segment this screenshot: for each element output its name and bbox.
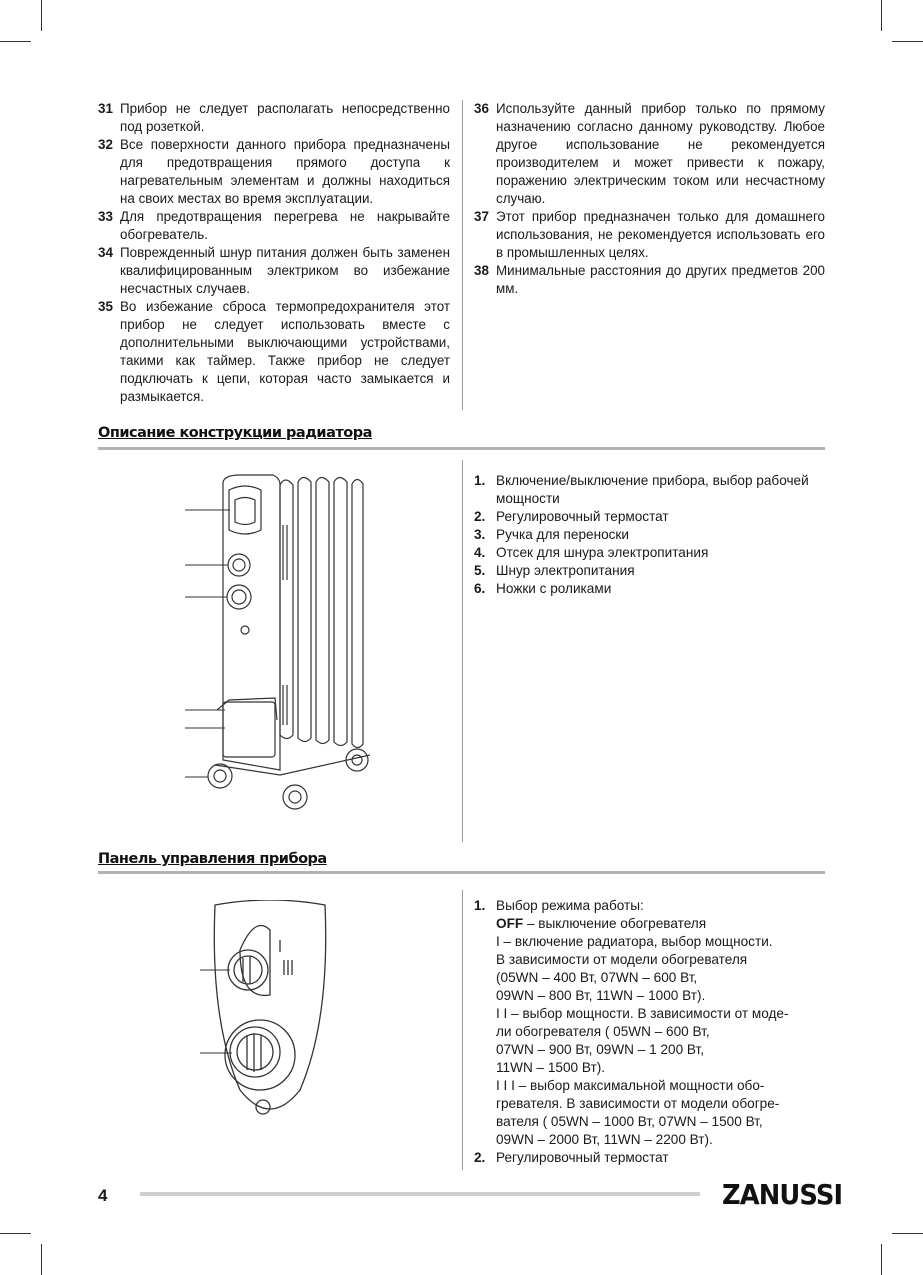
item-text: Включение/выключение прибора, выбор рабочей мощности — [496, 473, 809, 506]
item-number: 6. — [474, 581, 486, 596]
mode-line: ли обогревателя ( 05WN – 600 Вт, — [496, 1024, 710, 1039]
section-title-control-panel: Панель управления прибора — [98, 851, 327, 867]
safety-item — [474, 262, 825, 298]
safety-column-left — [98, 100, 450, 406]
column-divider — [462, 890, 463, 1170]
brand-logo: ZANUSSI — [722, 1178, 843, 1211]
item-text: Этот прибор предназначен только для домашнего использования, не рекомендуется использовать его в промышленных целях. — [496, 209, 825, 260]
section-title-radiator: Описание конструкции радиатора — [98, 425, 372, 441]
item-text: Отсек для шнура электропитания — [496, 545, 709, 560]
item-text: Минимальные расстояния до других предметов 200 мм. — [496, 263, 825, 296]
safety-item — [98, 208, 450, 244]
mode-line: (05WN – 400 Вт, 07WN – 600 Вт, — [496, 970, 698, 985]
item-number: 2. — [474, 1150, 486, 1165]
safety-item — [98, 298, 450, 406]
radiator-illustration — [185, 470, 385, 815]
safety-item — [98, 244, 450, 298]
control-panel-list — [474, 897, 826, 1167]
mode-line: 09WN – 800 Вт, 11WN – 1000 Вт). — [496, 988, 706, 1003]
list-item — [474, 562, 814, 580]
list-item — [474, 897, 826, 1149]
item-text: Во избежание сброса термопредохранителя этот прибор не следует использовать вместе с дополнительными выключающими устройствами, такими как таймер. Также прибор не следует подключать к цепи, которая часто замыкается и размыкается. — [120, 299, 450, 404]
mode-line: I I I – выбор максимальной мощности обо- — [496, 1078, 765, 1093]
crop-mark — [881, 1244, 882, 1275]
item-number: 1. — [474, 473, 486, 488]
safety-item — [98, 100, 450, 136]
safety-item — [474, 208, 825, 262]
list-item — [474, 544, 814, 562]
item-text: Ножки с роликами — [496, 581, 612, 596]
item-number: 32 — [98, 137, 113, 152]
mode-title: Выбор режима работы: — [496, 898, 644, 913]
column-divider — [462, 460, 463, 842]
item-number: 37 — [474, 209, 489, 224]
item-number: 31 — [98, 101, 113, 116]
item-number: 33 — [98, 209, 113, 224]
crop-mark — [881, 0, 882, 31]
mode-line: I – включение радиатора, выбор мощности. — [496, 934, 773, 949]
safety-item — [98, 136, 450, 208]
off-line — [496, 915, 788, 933]
item-text: Поврежденный шнур питания должен быть заменен квалифицированным электриком во избежание несчастных случаев. — [120, 245, 450, 296]
off-label: OFF — [496, 916, 524, 931]
crop-mark — [892, 41, 923, 42]
mode-line: гревателя. В зависимости от модели обогре- — [496, 1096, 780, 1111]
page-number: 4 — [98, 1186, 108, 1205]
item-text: Все поверхности данного прибора предназначены для предотвращения прямого доступа к нагревательным элементам и должны находиться на своих местах во время эксплуатации. — [120, 137, 450, 206]
crop-mark — [41, 1244, 42, 1275]
mode-line: вателя ( 05WN – 1000 Вт, 07WN – 1500 Вт, — [496, 1114, 763, 1129]
item-number: 35 — [98, 299, 113, 314]
crop-mark — [892, 1233, 923, 1234]
crop-mark — [0, 1233, 31, 1234]
crop-mark — [0, 41, 31, 42]
item-number: 5. — [474, 563, 486, 578]
item-text: Для предотвращения перегрева не накрывайте обогреватель. — [120, 209, 450, 242]
list-item — [474, 508, 814, 526]
item-number: 4. — [474, 545, 486, 560]
item-number: 2. — [474, 509, 486, 524]
item-number: 36 — [474, 101, 489, 116]
item-text: Ручка для переноски — [496, 527, 629, 542]
item-number: 34 — [98, 245, 113, 260]
list-item — [474, 1149, 826, 1167]
item-number: 3. — [474, 527, 486, 542]
mode-line: I I – выбор мощности. В зависимости от моде- — [496, 1006, 789, 1021]
mode-line: 07WN – 900 Вт, 09WN – 1 200 Вт, — [496, 1042, 705, 1057]
item-text: Шнур электропитания — [496, 563, 635, 578]
list-item — [474, 526, 814, 544]
safety-item — [474, 100, 825, 208]
item-number: 38 — [474, 263, 489, 278]
section-rule — [98, 447, 825, 450]
mode-line: В зависимости от модели обогревателя — [496, 952, 748, 967]
item-text — [496, 897, 788, 1149]
radiator-parts-list — [474, 472, 814, 598]
item-text: Используйте данный прибор только по прямому назначению согласно данному руководству. Любое другое использование не рекомендуется производителем и может привести к пожару, поражению электрическим током или несчастному случаю. — [496, 101, 825, 206]
item-number: 1. — [474, 898, 486, 913]
section-rule — [98, 871, 825, 874]
item-text: Регулировочный термостат — [496, 509, 669, 524]
safety-column-right — [474, 100, 825, 298]
mode-line: 11WN – 1500 Вт). — [496, 1060, 606, 1075]
item-text: Прибор не следует располагать непосредственно под розеткой. — [120, 101, 450, 134]
mode-line: 09WN – 2000 Вт, 11WN – 2200 Вт). — [496, 1132, 713, 1147]
list-item — [474, 472, 814, 508]
crop-mark — [41, 0, 42, 31]
off-text: – выключение обогревателя — [523, 916, 707, 931]
list-item — [474, 580, 814, 598]
footer-rule — [140, 1192, 700, 1196]
column-divider — [462, 100, 463, 410]
item-text: Регулировочный термостат — [496, 1150, 669, 1165]
control-panel-illustration — [200, 900, 335, 1130]
